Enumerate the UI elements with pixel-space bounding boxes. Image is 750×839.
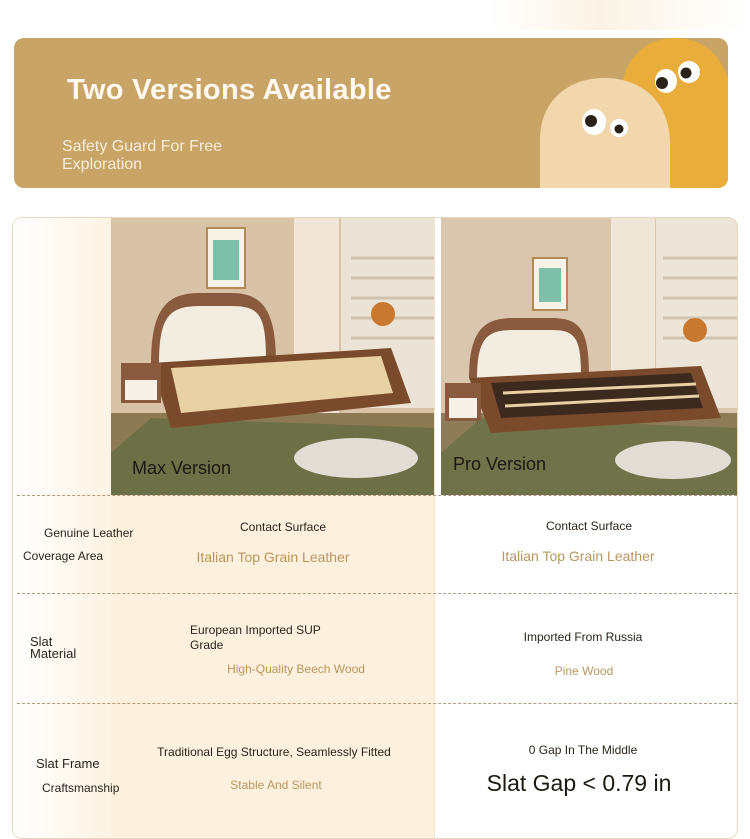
max-version-caption: Max Version: [132, 458, 232, 478]
pro-leather-heading: Contact Surface: [545, 519, 633, 533]
row-label-slat-line1: Slat: [30, 634, 53, 649]
pro-slat-heading: Imported From Russia: [523, 630, 643, 644]
max-leather-heading: Contact Surface: [239, 520, 327, 534]
pro-frame-heading: 0 Gap In The Middle: [528, 743, 638, 757]
mascot-illustration: [534, 38, 728, 188]
pro-version-photo: [441, 218, 737, 495]
max-slat-heading-line1: European Imported SUP: [190, 623, 321, 637]
banner: [14, 38, 728, 188]
max-frame-heading: Traditional Egg Structure, Seamlessly Fitted: [157, 745, 391, 759]
row-divider-2: [17, 593, 737, 594]
row-label-leather-line1: Genuine Leather: [44, 526, 134, 540]
column-divider: [434, 218, 435, 838]
max-leather-value: Italian Top Grain Leather: [196, 549, 350, 565]
max-frame-value: Stable And Silent: [230, 778, 322, 792]
comparison-table: [12, 217, 738, 839]
pro-leather-value: Italian Top Grain Leather: [501, 548, 655, 564]
max-version-photo: [111, 218, 434, 495]
row-label-slat-line2: Material: [30, 646, 77, 661]
banner-subtitle: Safety Guard For Free Exploration: [62, 138, 223, 173]
row-label-frame-line2: Craftsmanship: [42, 781, 120, 795]
row-divider-1: [17, 495, 737, 496]
top-fade-strip: [0, 0, 750, 30]
banner-title: Two Versions Available: [67, 74, 392, 106]
row-label-leather-line2: Coverage Area: [23, 549, 104, 563]
row-divider-3: [17, 703, 737, 704]
pro-version-caption: Pro Version: [453, 454, 547, 474]
row-label-frame-line1: Slat Frame: [36, 756, 100, 771]
max-slat-heading-line2: Grade: [190, 638, 224, 652]
max-slat-value: High-Quality Beech Wood: [227, 662, 365, 676]
pro-slat-value: Pine Wood: [554, 664, 614, 678]
pro-frame-value: Slat Gap < 0.79 in: [486, 770, 672, 796]
